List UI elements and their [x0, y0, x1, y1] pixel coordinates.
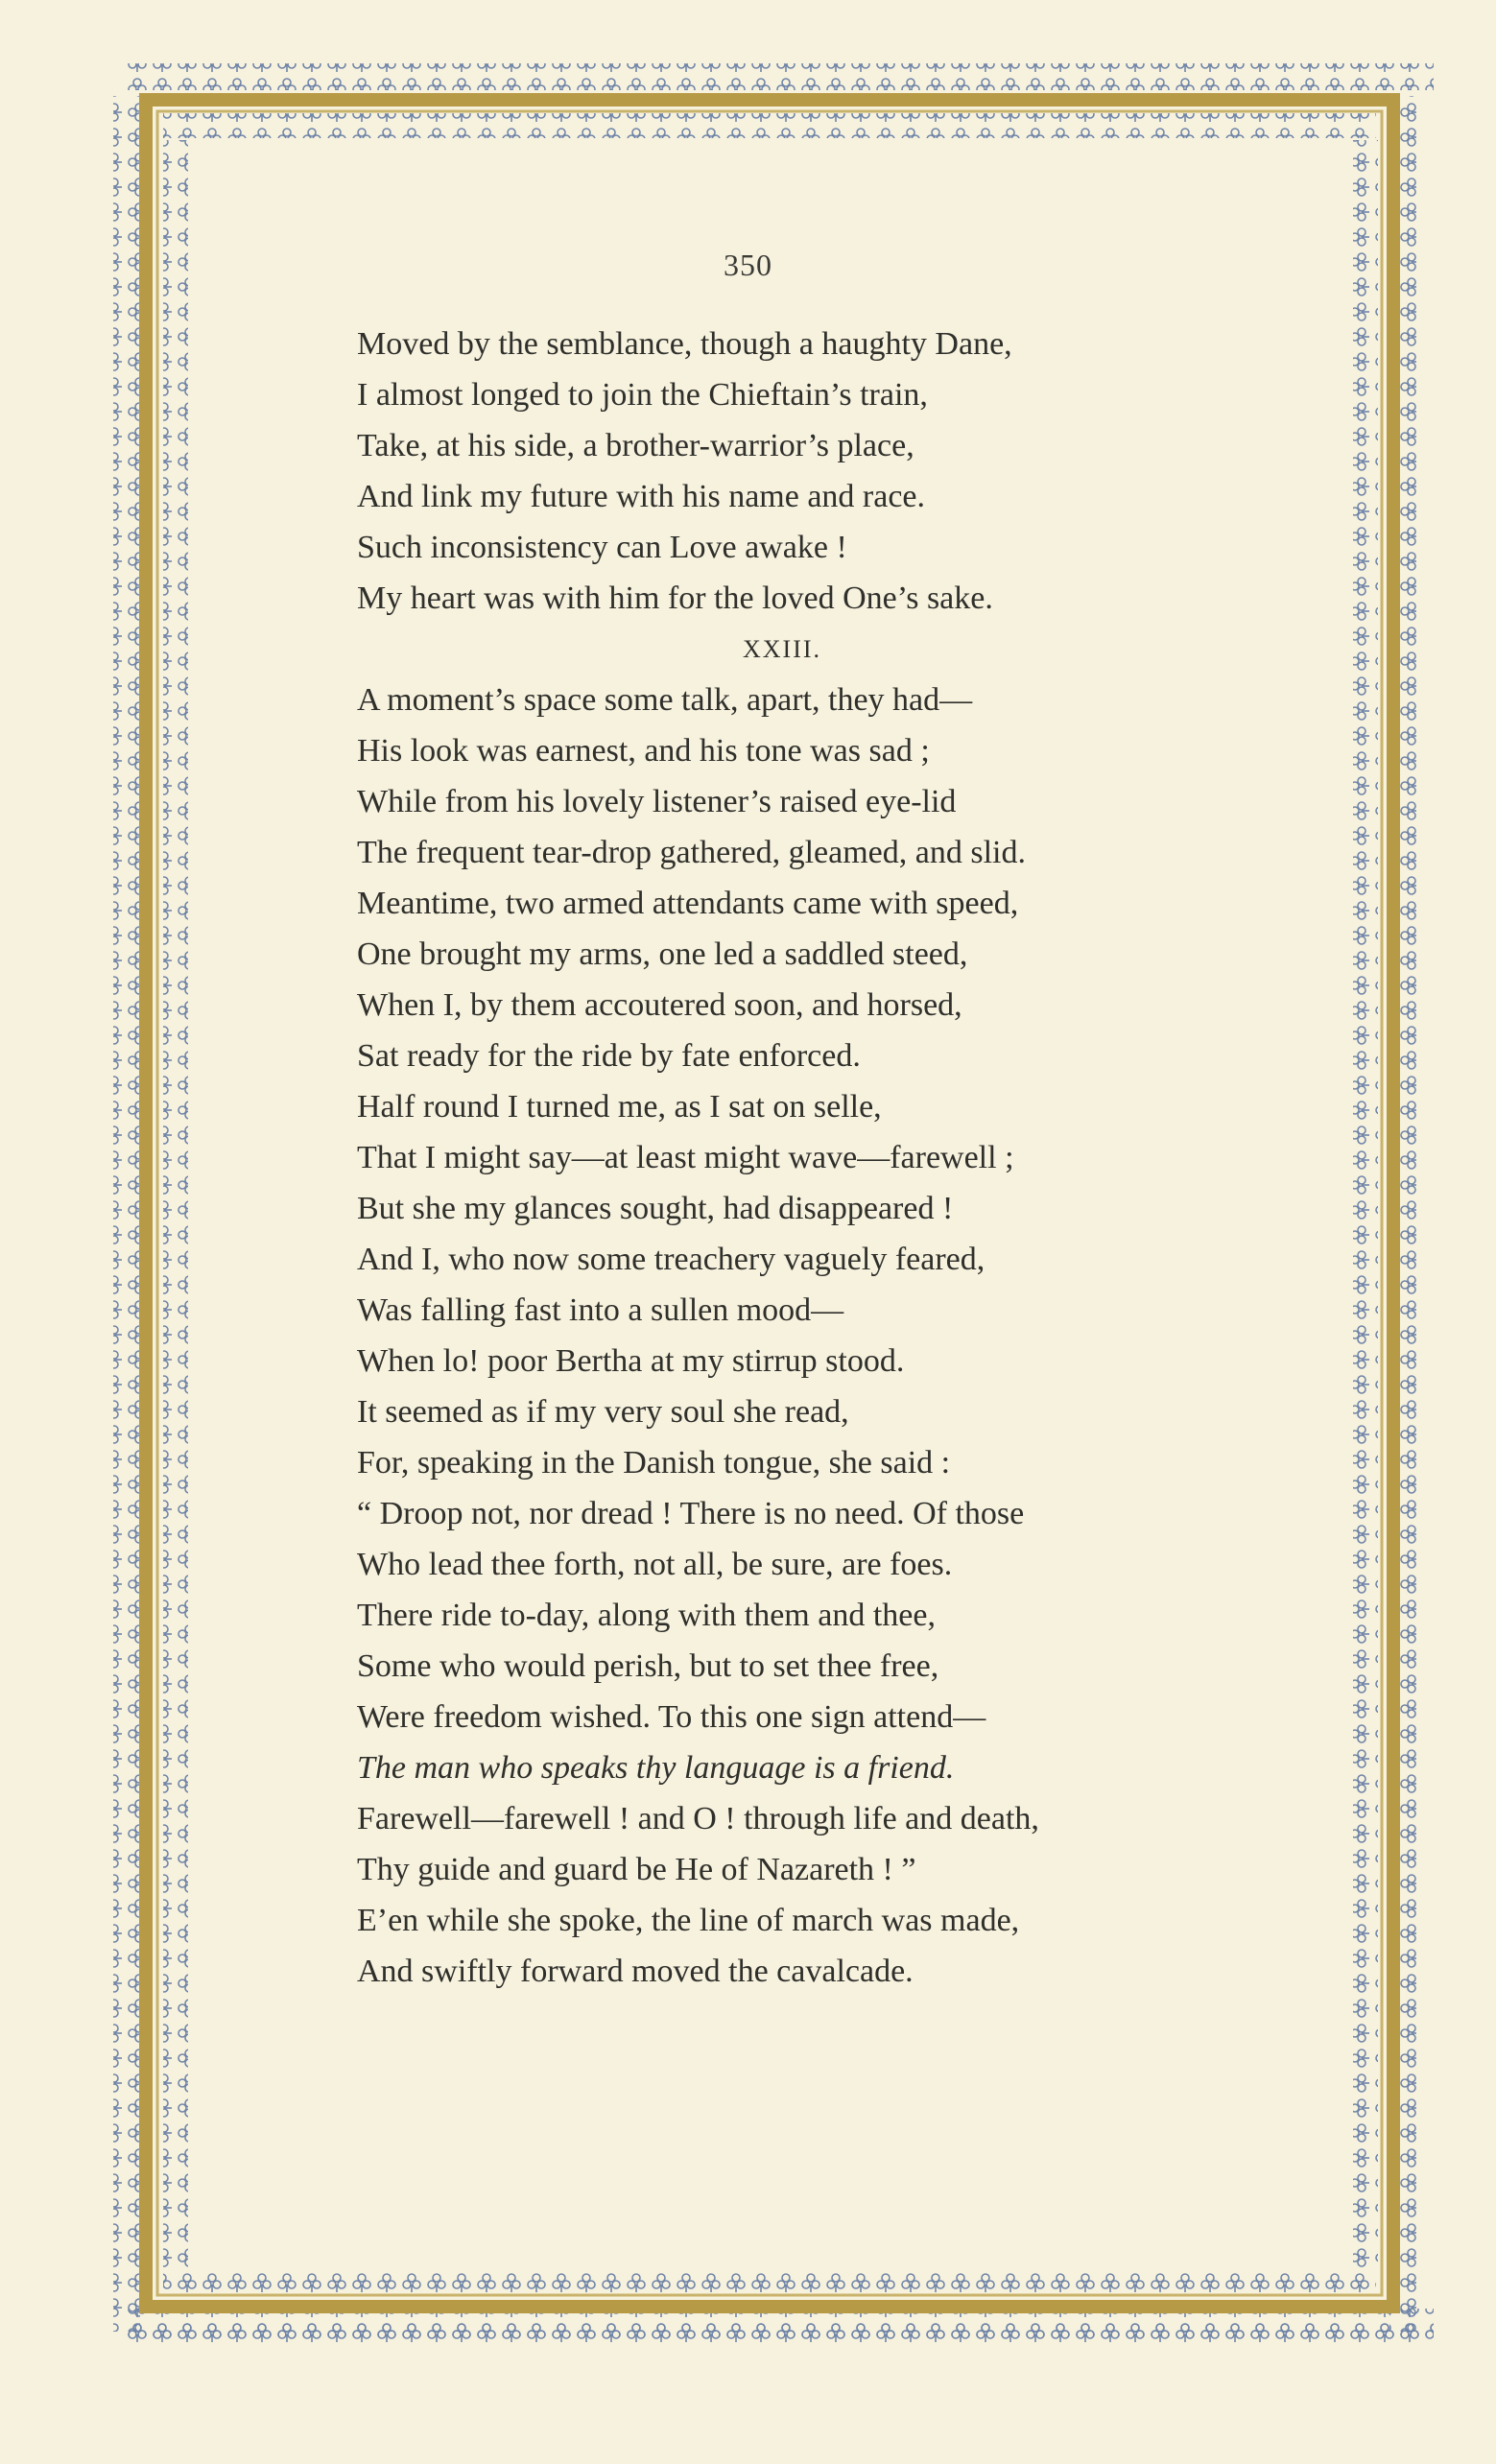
- poem-text: [357, 319, 1278, 1997]
- poem-line: Meantime, two armed attendants came with speed,: [357, 886, 1019, 921]
- poem-line: For, speaking in the Danish tongue, she said :: [357, 1445, 951, 1481]
- poem-line: And I, who now some treachery vaguely feared,: [357, 1242, 985, 1277]
- poem-line: When I, by them accoutered soon, and horsed,: [357, 987, 962, 1023]
- poem-line: And link my future with his name and race.: [357, 479, 926, 514]
- poem-line: While from his lovely listener’s raised eye-lid: [357, 784, 957, 819]
- poem-line: Take, at his side, a brother-warrior’s place,: [357, 428, 914, 463]
- poem-line: Some who would perish, but to set thee free,: [357, 1648, 939, 1684]
- poem-line: Who lead thee forth, not all, be sure, are foes.: [357, 1547, 953, 1582]
- poem-line: Half round I turned me, as I sat on selle,: [357, 1089, 882, 1125]
- stanza-lines: [357, 675, 1278, 1997]
- poem-line: I almost longed to join the Chieftain’s train,: [357, 377, 928, 413]
- poem-line: Such inconsistency can Love awake !: [357, 530, 847, 565]
- poem-line: It seemed as if my very soul she read,: [357, 1394, 849, 1430]
- poem-line: One brought my arms, one led a saddled steed,: [357, 936, 968, 972]
- poem-line: My heart was with him for the loved One’s sake.: [357, 580, 993, 616]
- poem-line: Thy guide and guard be He of Nazareth ! ”: [357, 1852, 916, 1887]
- poem-line: His look was earnest, and his tone was sad ;: [357, 733, 930, 769]
- poem-line: But she my glances sought, had disappeared !: [357, 1191, 954, 1226]
- poem-line: There ride to-day, along with them and thee,: [357, 1598, 936, 1633]
- poem-line: That I might say—at least might wave—farewell ;: [357, 1140, 1014, 1175]
- poem-line: When lo! poor Bertha at my stirrup stood.: [357, 1343, 905, 1379]
- poem-line: Were freedom wished. To this one sign attend—: [357, 1699, 986, 1735]
- poem-line: E’en while she spoke, the line of march was made,: [357, 1903, 1020, 1938]
- poem-line: The frequent tear-drop gathered, gleamed, and slid.: [357, 835, 1026, 870]
- page-number: 350: [724, 248, 772, 282]
- poem-line: A moment’s space some talk, apart, they had—: [357, 682, 973, 718]
- poem-line: And swiftly forward moved the cavalcade.: [357, 1954, 914, 1989]
- stanza-number: XXIII.: [743, 635, 822, 663]
- poem-line: Moved by the semblance, though a haughty Dane,: [357, 326, 1012, 362]
- poem-line: Was falling fast into a sullen mood—: [357, 1292, 844, 1328]
- poem-line: Farewell—farewell ! and O ! through life and death,: [357, 1801, 1039, 1836]
- poem-line: “ Droop not, nor dread ! There is no need. Of those: [357, 1496, 1025, 1531]
- poem-line-italic: The man who speaks thy language is a friend.: [357, 1750, 955, 1786]
- poem-line: Sat ready for the ride by fate enforced.: [357, 1038, 861, 1074]
